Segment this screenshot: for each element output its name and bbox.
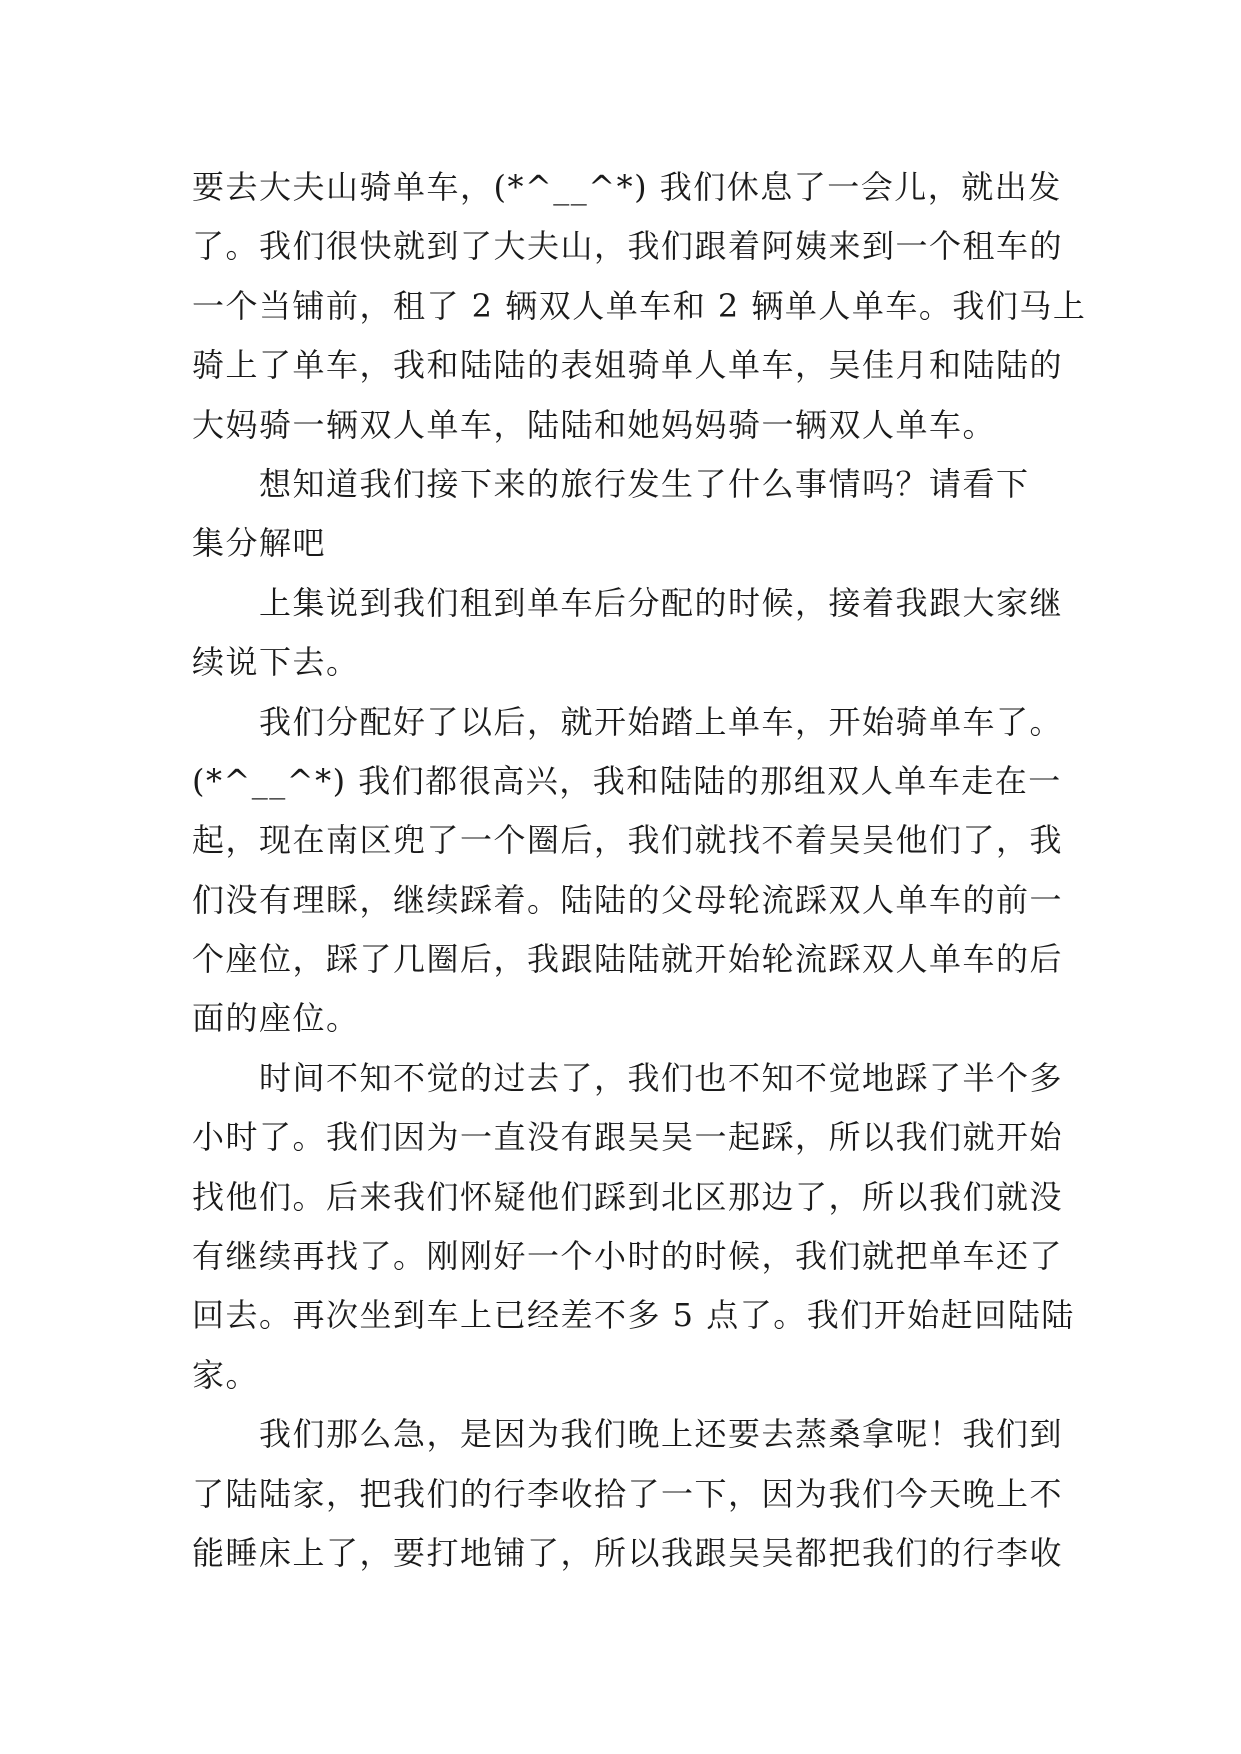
text-line: 能睡床上了，要打地铺了，所以我跟吴吴都把我们的行李收 bbox=[192, 1533, 1064, 1572]
body-text bbox=[192, 158, 1087, 1583]
text-line: 回去。再次坐到车上已经差不多 5 点了。我们开始赶回陆陆 bbox=[192, 1296, 1075, 1335]
text-line: 小时了。我们因为一直没有跟吴吴一起踩，所以我们就开始 bbox=[192, 1118, 1064, 1157]
text-line: 我们那么急，是因为我们晚上还要去蒸桑拿呢！我们到 bbox=[192, 1415, 1064, 1454]
text-line: 有继续再找了。刚刚好一个小时的时候，我们就把单车还了 bbox=[192, 1237, 1064, 1276]
text-line: 大妈骑一辆双人单车，陆陆和她妈妈骑一辆双人单车。 bbox=[192, 405, 997, 444]
text-line: 了。我们很快就到了大夫山，我们跟着阿姨来到一个租车的 bbox=[192, 227, 1064, 266]
text-line: 找他们。后来我们怀疑他们踩到北区那边了，所以我们就没 bbox=[192, 1177, 1064, 1216]
text-line: 要去大夫山骑单车，(*^__^*) 我们休息了一会儿，就出发 bbox=[192, 168, 1062, 206]
text-line: 个座位，踩了几圈后，我跟陆陆就开始轮流踩双人单车的后 bbox=[192, 940, 1064, 979]
text-line: 集分解吧 bbox=[192, 524, 327, 563]
text-line: 我们分配好了以后，就开始踏上单车，开始骑单车了。 bbox=[192, 702, 1064, 741]
text-line: 们没有理睬，继续踩着。陆陆的父母轮流踩双人单车的前一 bbox=[192, 880, 1064, 919]
text-line: 上集说到我们租到单车后分配的时候，接着我跟大家继 bbox=[192, 583, 1064, 622]
text-line: 一个当铺前，租了 2 辆双人单车和 2 辆单人单车。我们马上 bbox=[192, 286, 1087, 325]
text-line: 续说下去。 bbox=[192, 643, 360, 682]
text-line: 骑上了单车，我和陆陆的表姐骑单人单车，吴佳月和陆陆的 bbox=[192, 346, 1064, 385]
text-line: 时间不知不觉的过去了，我们也不知不觉地踩了半个多 bbox=[192, 1058, 1064, 1097]
text-line: 想知道我们接下来的旅行发生了什么事情吗？请看下 bbox=[192, 464, 1030, 503]
text-line: (*^__^*) 我们都很高兴，我和陆陆的那组双人单车走在一 bbox=[192, 761, 1062, 800]
text-line: 起，现在南区兜了一个圈后，我们就找不着吴吴他们了，我 bbox=[192, 821, 1064, 860]
text-line: 家。 bbox=[192, 1355, 260, 1394]
text-line: 了陆陆家，把我们的行李收拾了一下，因为我们今天晚上不 bbox=[192, 1474, 1064, 1513]
text-line: 面的座位。 bbox=[192, 999, 360, 1038]
